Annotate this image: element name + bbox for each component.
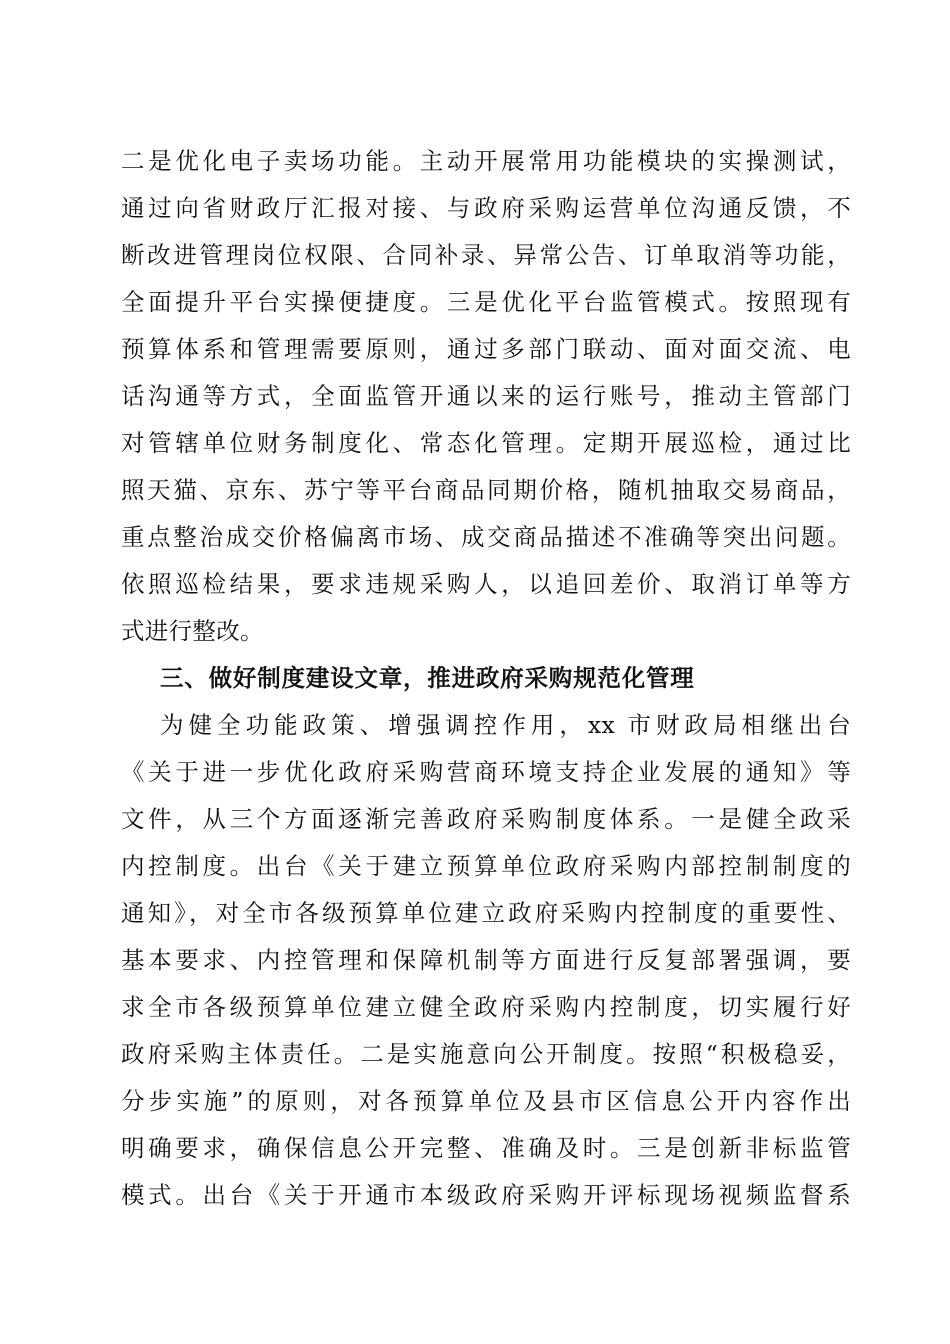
body-text-line: 基本要求、内控管理和保障机制等方面进行反复部署强调，要 — [121, 946, 851, 974]
body-text-line: 照天猫、京东、苏宁等平台商品同期价格，随机抽取交易商品， — [121, 476, 851, 504]
body-text-line: 话沟通等方式，全面监管开通以来的运行账号，推动主管部门 — [121, 382, 851, 410]
body-text-line: 明确要求，确保信息公开完整、准确及时。三是创新非标监管 — [121, 1134, 851, 1162]
body-text-line: 对管辖单位财务制度化、常态化管理。定期开展巡检，通过比 — [121, 429, 851, 457]
body-text-line: 分步实施”的原则，对各预算单位及县市区信息公开内容作出 — [121, 1087, 851, 1115]
body-text-line: 式进行整改。 — [121, 617, 264, 645]
body-text-line: 《关于进一步优化政府采购营商环境支持企业发展的通知》等 — [121, 758, 851, 786]
body-text-line: 通知》，对全市各级预算单位建立政府采购内控制度的重要性、 — [121, 899, 851, 927]
body-text-line: 重点整治成交价格偏离市场、成交商品描述不准确等突出问题。 — [121, 523, 851, 551]
section-heading: 三、做好制度建设文章，推进政府采购规范化管理 — [160, 664, 695, 692]
body-text-line: 内控制度。出台《关于建立预算单位政府采购内部控制制度的 — [121, 852, 851, 880]
body-text-line: 二是优化电子卖场功能。主动开展常用功能模块的实操测试， — [121, 147, 851, 175]
body-text-line: 模式。出台《关于开通市本级政府采购开评标现场视频监督系 — [121, 1181, 851, 1209]
body-text-line: 全面提升平台实操便捷度。三是优化平台监管模式。按照现有 — [121, 288, 851, 316]
body-text-line: 预算体系和管理需要原则，通过多部门联动、面对面交流、电 — [121, 335, 851, 363]
body-text-line: 通过向省财政厅汇报对接、与政府采购运营单位沟通反馈，不 — [121, 194, 851, 222]
body-text-line: 依照巡检结果，要求违规采购人，以追回差价、取消订单等方 — [121, 570, 851, 598]
body-text-line: 求全市各级预算单位建立健全政府采购内控制度，切实履行好 — [121, 993, 851, 1021]
body-text-line: 为健全功能政策、增强调控作用，xx 市财政局相继出台 — [160, 711, 851, 739]
body-text-line: 政府采购主体责任。二是实施意向公开制度。按照“积极稳妥， — [121, 1040, 851, 1068]
body-text-line: 文件，从三个方面逐渐完善政府采购制度体系。一是健全政采 — [121, 805, 851, 833]
body-text-line: 断改进管理岗位权限、合同补录、异常公告、订单取消等功能， — [121, 241, 851, 269]
